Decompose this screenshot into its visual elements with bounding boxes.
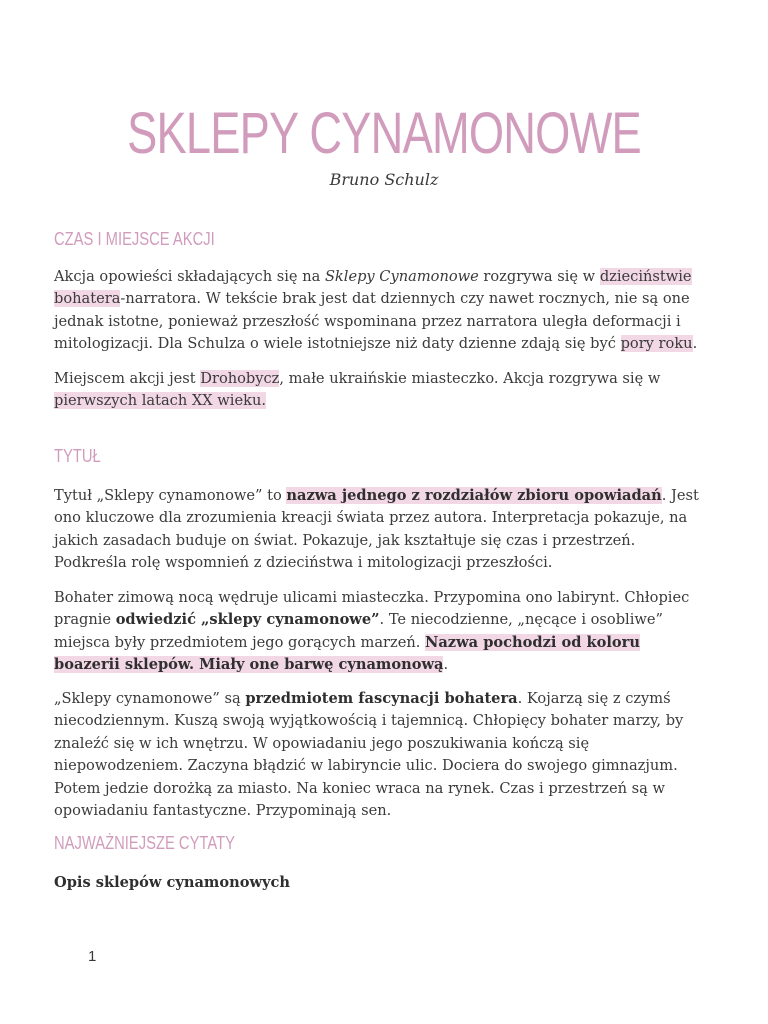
page-number: 1: [88, 948, 97, 965]
document-title: SKLEPY CYNAMONOWE: [127, 101, 641, 166]
paragraph-tytul-3: „Sklepy cynamonowe” są przedmiotem fascynacji bohatera. Kojarzą się z czymś niecodziennym. Kuszą swoją wyjątkowością i tajemnicą. Chłopięcy bohater marzy, by znaleźć się w ich wnętrzu. W opowiadaniu jego poszukiwania kończą się niepowodzeniem. Zaczyna błądzić w labiryncie ulic. Dociera do swojego gimnazjum. Potem jedzie dorożką za miasto. Na koniec wraca na rynek. Czas i przestrzeń są w opowiadaniu fantastyczne. Przypominają sen.: [54, 690, 684, 820]
paragraph-tytul-1: Tytuł „Sklepy cynamonowe” to nazwa jednego z rozdziałów zbioru opowiadań. Jest ono kluczowe dla zrozumienia kreacji świata przez autora. Interpretacja pokazuje, na jakich zasadach buduje on świat. Pokazuje, jak kształtuje się czas i przestrzeń. Podkreśla rolę wspomnień z dzieciństwa i mitologizacji przeszłości.: [54, 487, 699, 572]
section-heading-czas: CZAS I MIEJSCE AKCJI: [54, 229, 215, 249]
highlight: pory roku: [620, 335, 693, 353]
highlight: Drohobycz: [200, 370, 280, 387]
subheading-cytaty: Opis sklepów cynamonowych: [54, 874, 290, 891]
paragraph-czas-1: Akcja opowieści składających się na Sklepy Cynamonowe rozgrywa się w dzieciństwie bohatera-narratora. W tekście brak jest dat dziennych czy nawet rocznych, nie są one jednak istotne, ponieważ przeszłość wspominana przez narratora uległa deformacji i mitologizacji. Dla Schulza o wiele istotniejsze niż daty dzienne zdają się być pory roku.: [54, 268, 698, 353]
paragraph-czas-2: Miejscem akcji jest Drohobycz, małe ukraińskie miasteczko. Akcja rozgrywa się w pierwszych latach XX wieku.: [54, 370, 661, 410]
author-name: Bruno Schulz: [329, 170, 439, 189]
highlight: pierwszych latach XX wieku: [54, 392, 262, 410]
highlight: nazwa jednego z rozdziałów zbioru opowiadań: [286, 487, 662, 504]
section-heading-tytul: TYTUŁ: [54, 446, 101, 466]
highlight: dzieciństwie bohatera: [54, 268, 692, 308]
highlight: Nazwa pochodzi od koloru boazerii sklepów. Miały one barwę cynamonową: [54, 633, 640, 674]
section-heading-cytaty: NAJWAŻNIEJSZE CYTATY: [54, 833, 235, 853]
paragraph-tytul-2: Bohater zimową nocą wędruje ulicami miasteczka. Przypomina ono labirynt. Chłopiec pragnie odwiedzić „sklepy cynamonowe”. Te niecodzienne, „nęcące i osobliwe” miejsca były przedmiotem jego gorących marzeń. Nazwa pochodzi od koloru boazerii sklepów. Miały one barwę cynamonową.: [54, 589, 690, 674]
